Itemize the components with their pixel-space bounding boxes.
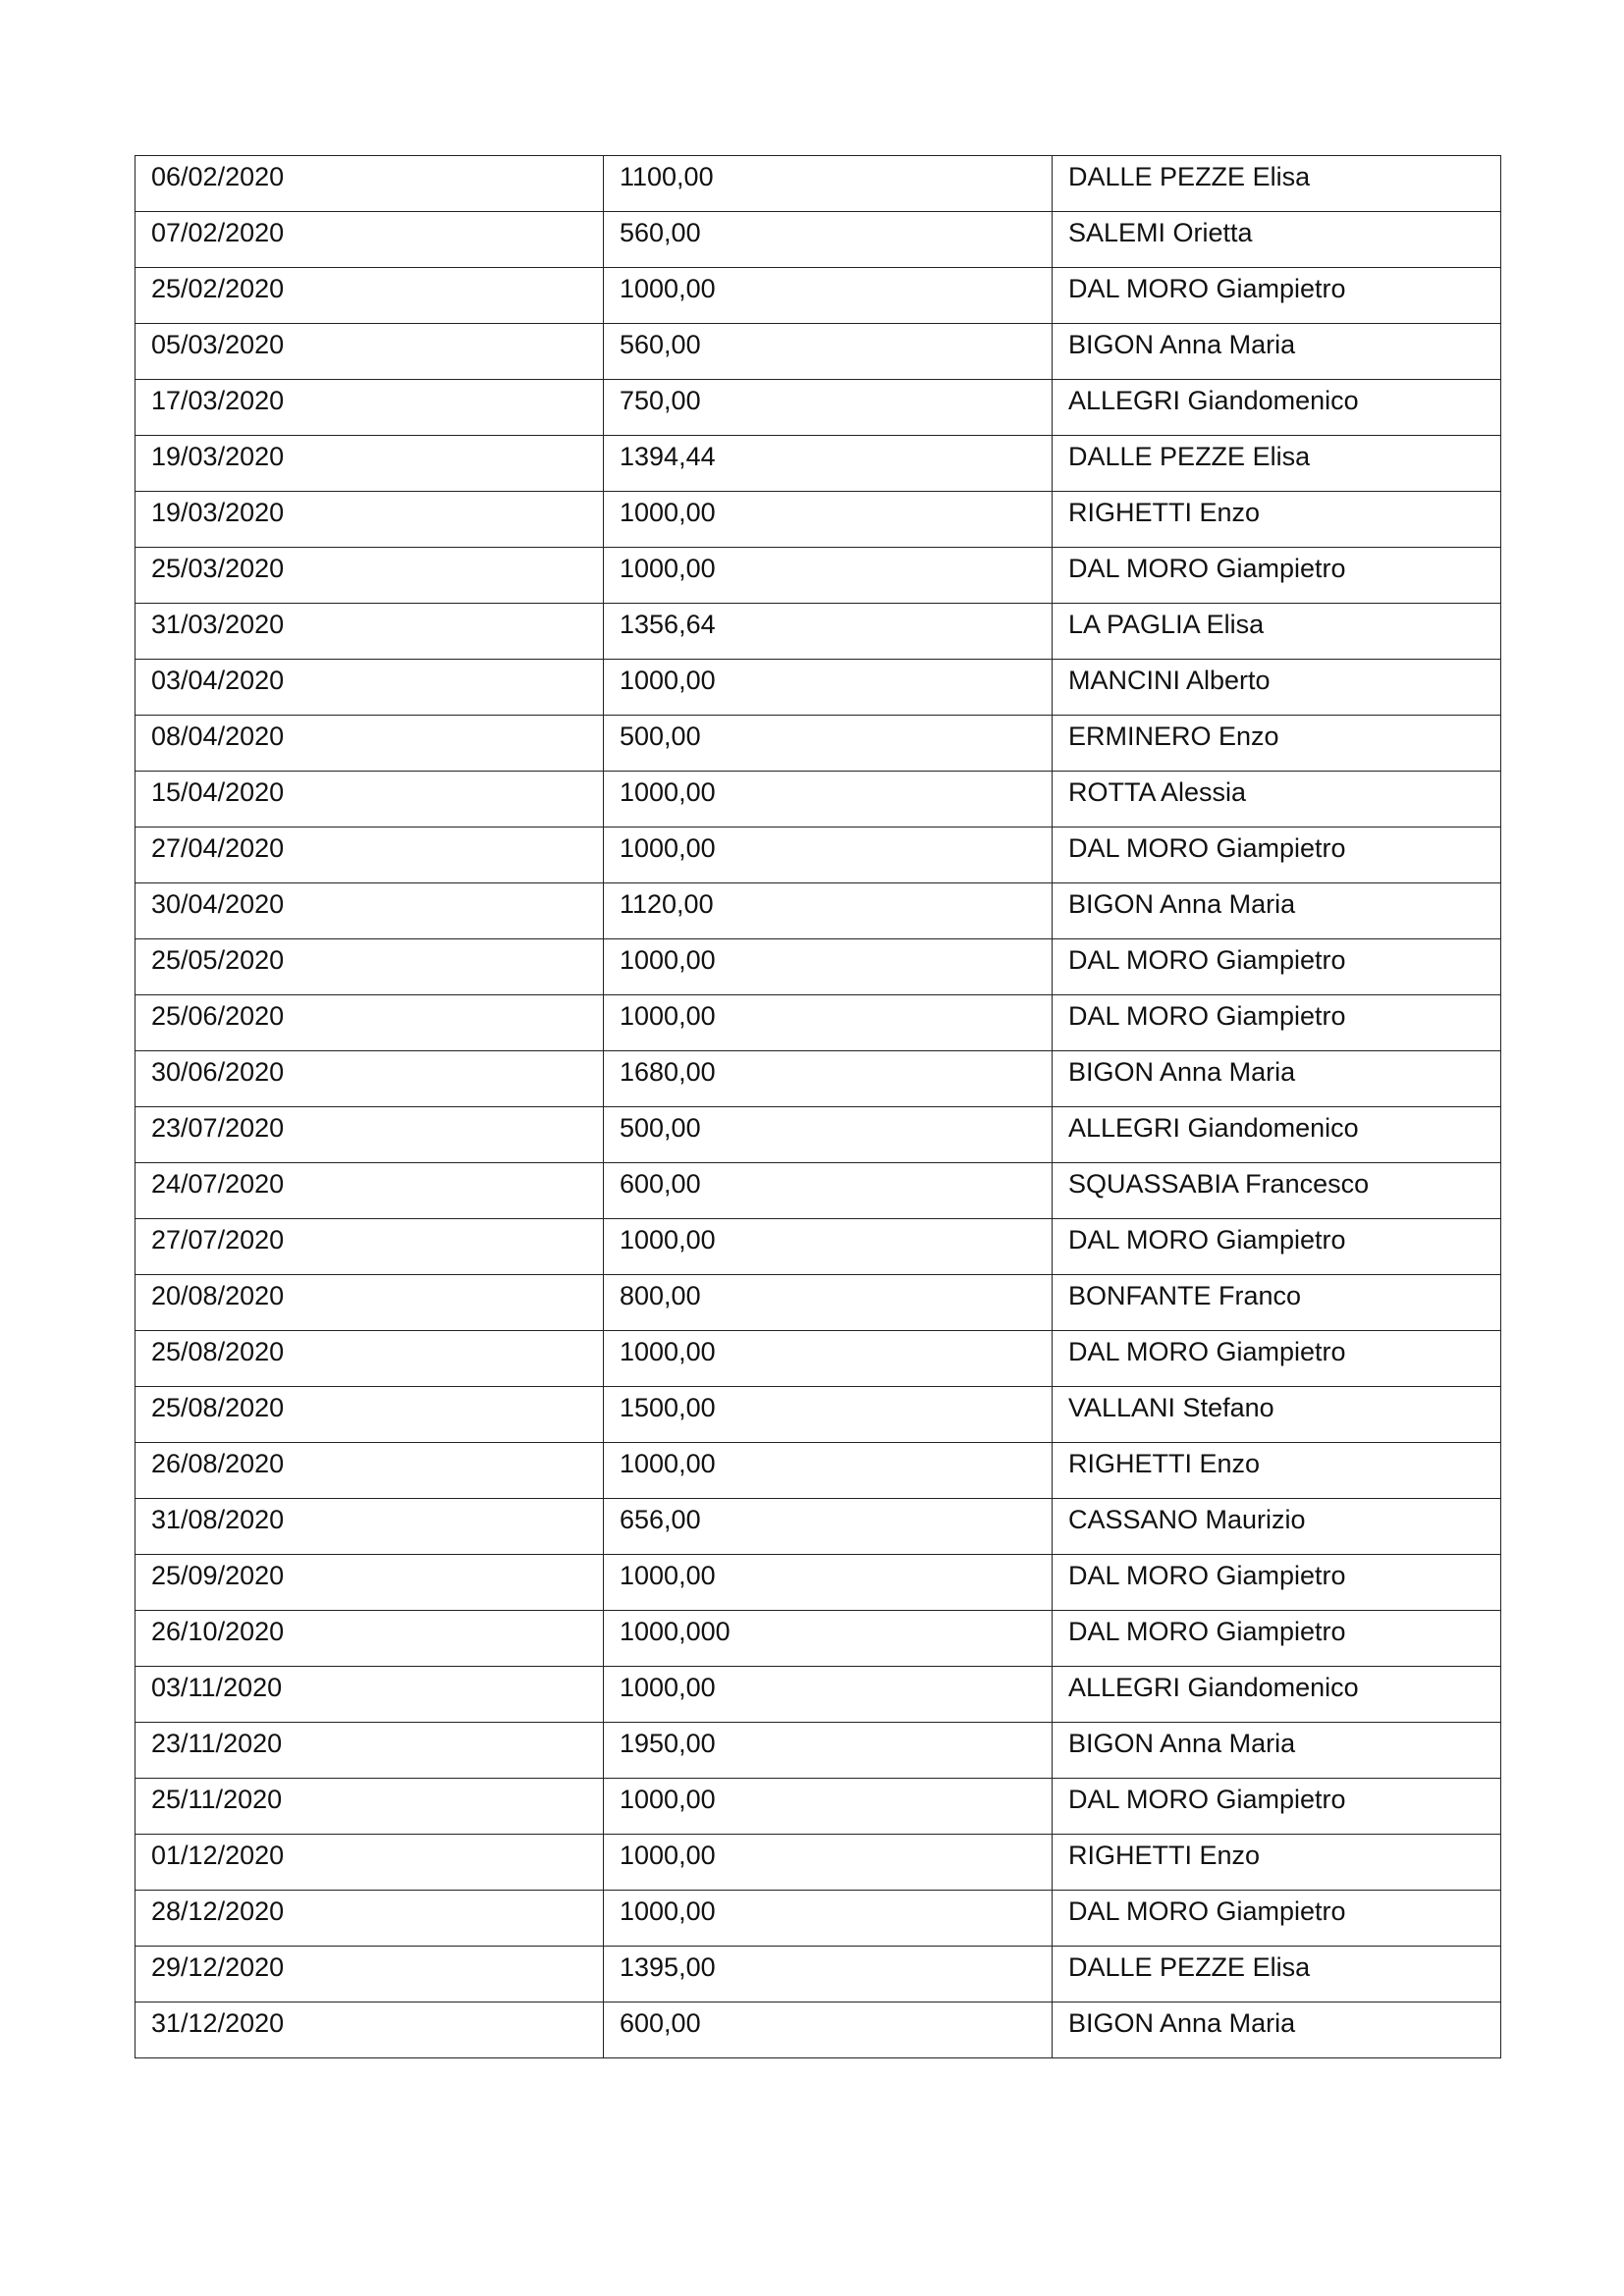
date-cell: 28/12/2020	[135, 1891, 604, 1947]
name-cell: DAL MORO Giampietro	[1053, 828, 1501, 883]
table-row	[135, 995, 1501, 1051]
amount-cell: 1000,00	[604, 660, 1053, 716]
name-cell: DAL MORO Giampietro	[1053, 1779, 1501, 1835]
date-cell: 07/02/2020	[135, 212, 604, 268]
amount-cell: 1000,00	[604, 548, 1053, 604]
table-row	[135, 772, 1501, 828]
table-row	[135, 1331, 1501, 1387]
amount-cell: 1000,00	[604, 1331, 1053, 1387]
table-row	[135, 324, 1501, 380]
amount-cell: 1100,00	[604, 156, 1053, 212]
date-cell: 25/09/2020	[135, 1555, 604, 1611]
name-cell: BIGON Anna Maria	[1053, 1723, 1501, 1779]
date-cell: 01/12/2020	[135, 1835, 604, 1891]
date-cell: 08/04/2020	[135, 716, 604, 772]
amount-cell: 1000,00	[604, 772, 1053, 828]
amount-cell: 600,00	[604, 1163, 1053, 1219]
date-cell: 03/04/2020	[135, 660, 604, 716]
name-cell: RIGHETTI Enzo	[1053, 492, 1501, 548]
amount-cell: 500,00	[604, 1107, 1053, 1163]
table-row	[135, 1443, 1501, 1499]
name-cell: ALLEGRI Giandomenico	[1053, 1107, 1501, 1163]
date-cell: 17/03/2020	[135, 380, 604, 436]
name-cell: DAL MORO Giampietro	[1053, 548, 1501, 604]
amount-cell: 560,00	[604, 324, 1053, 380]
date-cell: 26/10/2020	[135, 1611, 604, 1667]
table-row	[135, 1667, 1501, 1723]
table-row	[135, 1051, 1501, 1107]
name-cell: LA PAGLIA Elisa	[1053, 604, 1501, 660]
amount-cell: 1120,00	[604, 883, 1053, 939]
amount-cell: 1000,00	[604, 1443, 1053, 1499]
amount-cell: 1000,00	[604, 1891, 1053, 1947]
amount-cell: 1356,64	[604, 604, 1053, 660]
amount-cell: 1395,00	[604, 1947, 1053, 2002]
name-cell: SALEMI Orietta	[1053, 212, 1501, 268]
name-cell: BIGON Anna Maria	[1053, 1051, 1501, 1107]
amount-cell: 1000,000	[604, 1611, 1053, 1667]
amount-cell: 1000,00	[604, 1555, 1053, 1611]
table-row	[135, 716, 1501, 772]
table-row	[135, 2002, 1501, 2058]
date-cell: 15/04/2020	[135, 772, 604, 828]
name-cell: ROTTA Alessia	[1053, 772, 1501, 828]
name-cell: CASSANO Maurizio	[1053, 1499, 1501, 1555]
amount-cell: 1950,00	[604, 1723, 1053, 1779]
table-row	[135, 1219, 1501, 1275]
table-row	[135, 1835, 1501, 1891]
amount-cell: 1394,44	[604, 436, 1053, 492]
table-row	[135, 1275, 1501, 1331]
date-cell: 25/11/2020	[135, 1779, 604, 1835]
name-cell: BONFANTE Franco	[1053, 1275, 1501, 1331]
name-cell: VALLANI Stefano	[1053, 1387, 1501, 1443]
table-row	[135, 604, 1501, 660]
table-row	[135, 212, 1501, 268]
name-cell: DAL MORO Giampietro	[1053, 1555, 1501, 1611]
name-cell: BIGON Anna Maria	[1053, 883, 1501, 939]
amount-cell: 1000,00	[604, 939, 1053, 995]
date-cell: 25/08/2020	[135, 1387, 604, 1443]
table-row	[135, 492, 1501, 548]
payments-table	[135, 155, 1501, 2058]
table-row	[135, 548, 1501, 604]
table-row	[135, 1499, 1501, 1555]
table-row	[135, 1891, 1501, 1947]
name-cell: RIGHETTI Enzo	[1053, 1835, 1501, 1891]
amount-cell: 800,00	[604, 1275, 1053, 1331]
name-cell: RIGHETTI Enzo	[1053, 1443, 1501, 1499]
date-cell: 27/04/2020	[135, 828, 604, 883]
table-row	[135, 1387, 1501, 1443]
amount-cell: 1000,00	[604, 1779, 1053, 1835]
amount-cell: 1000,00	[604, 828, 1053, 883]
date-cell: 19/03/2020	[135, 492, 604, 548]
date-cell: 29/12/2020	[135, 1947, 604, 2002]
date-cell: 30/04/2020	[135, 883, 604, 939]
date-cell: 23/11/2020	[135, 1723, 604, 1779]
name-cell: SQUASSABIA Francesco	[1053, 1163, 1501, 1219]
date-cell: 31/08/2020	[135, 1499, 604, 1555]
name-cell: DAL MORO Giampietro	[1053, 1219, 1501, 1275]
amount-cell: 600,00	[604, 2002, 1053, 2058]
table-row	[135, 156, 1501, 212]
amount-cell: 1680,00	[604, 1051, 1053, 1107]
table-row	[135, 828, 1501, 883]
name-cell: DALLE PEZZE Elisa	[1053, 156, 1501, 212]
name-cell: DAL MORO Giampietro	[1053, 995, 1501, 1051]
table-row	[135, 1779, 1501, 1835]
name-cell: DAL MORO Giampietro	[1053, 268, 1501, 324]
name-cell: ALLEGRI Giandomenico	[1053, 1667, 1501, 1723]
amount-cell: 1000,00	[604, 1219, 1053, 1275]
name-cell: DAL MORO Giampietro	[1053, 1611, 1501, 1667]
date-cell: 25/02/2020	[135, 268, 604, 324]
date-cell: 25/03/2020	[135, 548, 604, 604]
amount-cell: 500,00	[604, 716, 1053, 772]
date-cell: 26/08/2020	[135, 1443, 604, 1499]
table-row	[135, 1947, 1501, 2002]
date-cell: 31/03/2020	[135, 604, 604, 660]
payments-table-body	[135, 156, 1501, 2058]
amount-cell: 1000,00	[604, 1667, 1053, 1723]
name-cell: MANCINI Alberto	[1053, 660, 1501, 716]
date-cell: 30/06/2020	[135, 1051, 604, 1107]
amount-cell: 1000,00	[604, 1835, 1053, 1891]
date-cell: 25/05/2020	[135, 939, 604, 995]
date-cell: 27/07/2020	[135, 1219, 604, 1275]
date-cell: 25/06/2020	[135, 995, 604, 1051]
name-cell: ERMINERO Enzo	[1053, 716, 1501, 772]
table-row	[135, 939, 1501, 995]
table-row	[135, 380, 1501, 436]
table-row	[135, 883, 1501, 939]
name-cell: BIGON Anna Maria	[1053, 324, 1501, 380]
date-cell: 24/07/2020	[135, 1163, 604, 1219]
name-cell: ALLEGRI Giandomenico	[1053, 380, 1501, 436]
date-cell: 03/11/2020	[135, 1667, 604, 1723]
date-cell: 31/12/2020	[135, 2002, 604, 2058]
date-cell: 23/07/2020	[135, 1107, 604, 1163]
amount-cell: 1000,00	[604, 995, 1053, 1051]
name-cell: DAL MORO Giampietro	[1053, 1331, 1501, 1387]
amount-cell: 560,00	[604, 212, 1053, 268]
table-row	[135, 436, 1501, 492]
table-row	[135, 268, 1501, 324]
name-cell: BIGON Anna Maria	[1053, 2002, 1501, 2058]
date-cell: 25/08/2020	[135, 1331, 604, 1387]
date-cell: 06/02/2020	[135, 156, 604, 212]
amount-cell: 750,00	[604, 380, 1053, 436]
amount-cell: 1500,00	[604, 1387, 1053, 1443]
table-row	[135, 1723, 1501, 1779]
amount-cell: 1000,00	[604, 268, 1053, 324]
name-cell: DAL MORO Giampietro	[1053, 1891, 1501, 1947]
date-cell: 20/08/2020	[135, 1275, 604, 1331]
name-cell: DALLE PEZZE Elisa	[1053, 436, 1501, 492]
table-row	[135, 1611, 1501, 1667]
table-row	[135, 1163, 1501, 1219]
table-row	[135, 1107, 1501, 1163]
table-row	[135, 1555, 1501, 1611]
name-cell: DAL MORO Giampietro	[1053, 939, 1501, 995]
amount-cell: 1000,00	[604, 492, 1053, 548]
date-cell: 05/03/2020	[135, 324, 604, 380]
table-row	[135, 660, 1501, 716]
date-cell: 19/03/2020	[135, 436, 604, 492]
amount-cell: 656,00	[604, 1499, 1053, 1555]
name-cell: DALLE PEZZE Elisa	[1053, 1947, 1501, 2002]
